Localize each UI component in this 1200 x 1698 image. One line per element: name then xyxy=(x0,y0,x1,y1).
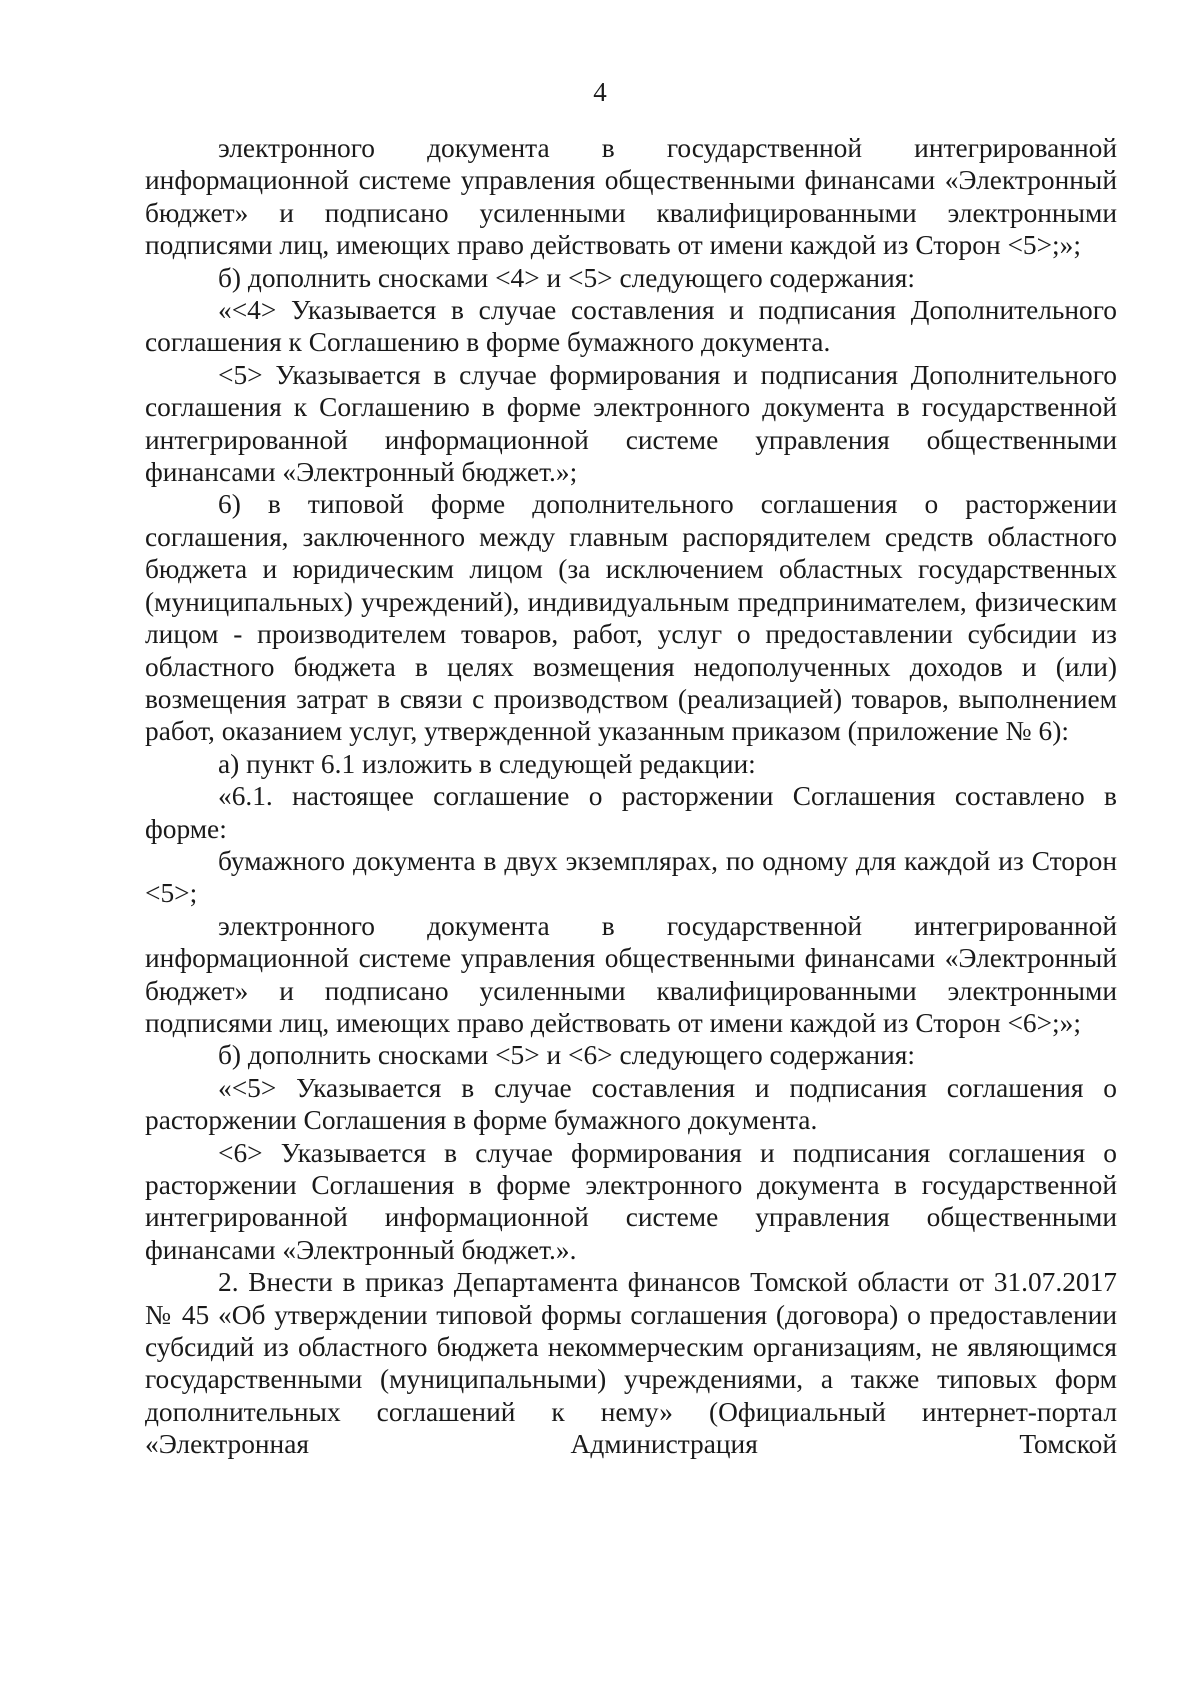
paragraph-item-6: 6) в типовой форме дополнительного соглашения о расторжении соглашения, заключенного между главным распорядителем средств областного бюджета и юридическим лицом (за исключением областных государственных (муниципальных) учреждений), индивидуальным предпринимателем, физическим лицом - производителем товаров, работ, услуг о предоставлении субсидии из областного бюджета в целях возмещения недополученных доходов и (или) возмещения затрат в связи с производством (реализацией) товаров, выполнением работ, оказанием услуг, утвержденной указанным приказом (приложение № 6): xyxy=(145,489,1117,747)
paragraph-footnote-5: <5> Указывается в случае формирования и подписания Дополнительного соглашения к Соглашению в форме электронного документа в государственной интегрированной информационной системе управления общественными финансами «Электронный бюджет.»; xyxy=(145,359,1117,488)
page-number: 4 xyxy=(593,77,607,107)
document-body xyxy=(145,132,1117,1461)
paragraph-electronic-document-2: электронного документа в государственной интегрированной информационной системе управления общественными финансами «Электронный бюджет» и подписано усиленными квалифицированными электронными подписями лиц, имеющих право действовать от имени каждой из Сторон <6>;»; xyxy=(145,910,1117,1038)
paragraph-footnote-6-termination: <6> Указывается в случае формирования и подписания соглашения о расторжении Соглашения в форме электронного документа в государственной интегрированной информационной системе управления общественными финансами «Электронный бюджет.». xyxy=(145,1137,1117,1265)
paragraph-footnotes-5-6: б) дополнить сносками <5> и <6> следующего содержания: xyxy=(218,1040,915,1071)
paragraph-item-6-a: а) пункт 6.1 изложить в следующей редакции: xyxy=(218,748,756,779)
paragraph-electronic-document-1: электронного документа в государственной интегрированной информационной системе управления общественными финансами «Электронный бюджет» и подписано усиленными квалифицированными электронными подписями лиц, имеющих право действовать от имени каждой из Сторон <5>;»; xyxy=(145,133,1117,261)
paragraph-footnotes-4-5: б) дополнить сносками <4> и <5> следующего содержания: xyxy=(218,262,915,293)
paragraph-clause-6-1: «6.1. настоящее соглашение о расторжении Соглашения составлено в форме: xyxy=(145,781,1117,844)
paragraph-paper-document: бумажного документа в двух экземплярах, по одному для каждой из Сторон <5>; xyxy=(145,845,1117,909)
paragraph-footnote-5-termination: «<5> Указывается в случае составления и подписания соглашения о расторжении Соглашения в форме бумажного документа. xyxy=(145,1072,1117,1136)
paragraph-item-2: 2. Внести в приказ Департамента финансов Томской области от 31.07.2017 № 45 «Об утверждении типовой формы соглашения (договора) о предоставлении субсидий из областного бюджета некоммерческим организациям, не являющимся государственными (муниципальными) учреждениями, а также типовых форм дополнительных соглашений к нему» (Официальный интернет-портал «Электронная Администрация Томской xyxy=(145,1267,1117,1460)
paragraph-footnote-4: «<4> Указывается в случае составления и подписания Дополнительного соглашения к Соглашению в форме бумажного документа. xyxy=(145,295,1117,358)
